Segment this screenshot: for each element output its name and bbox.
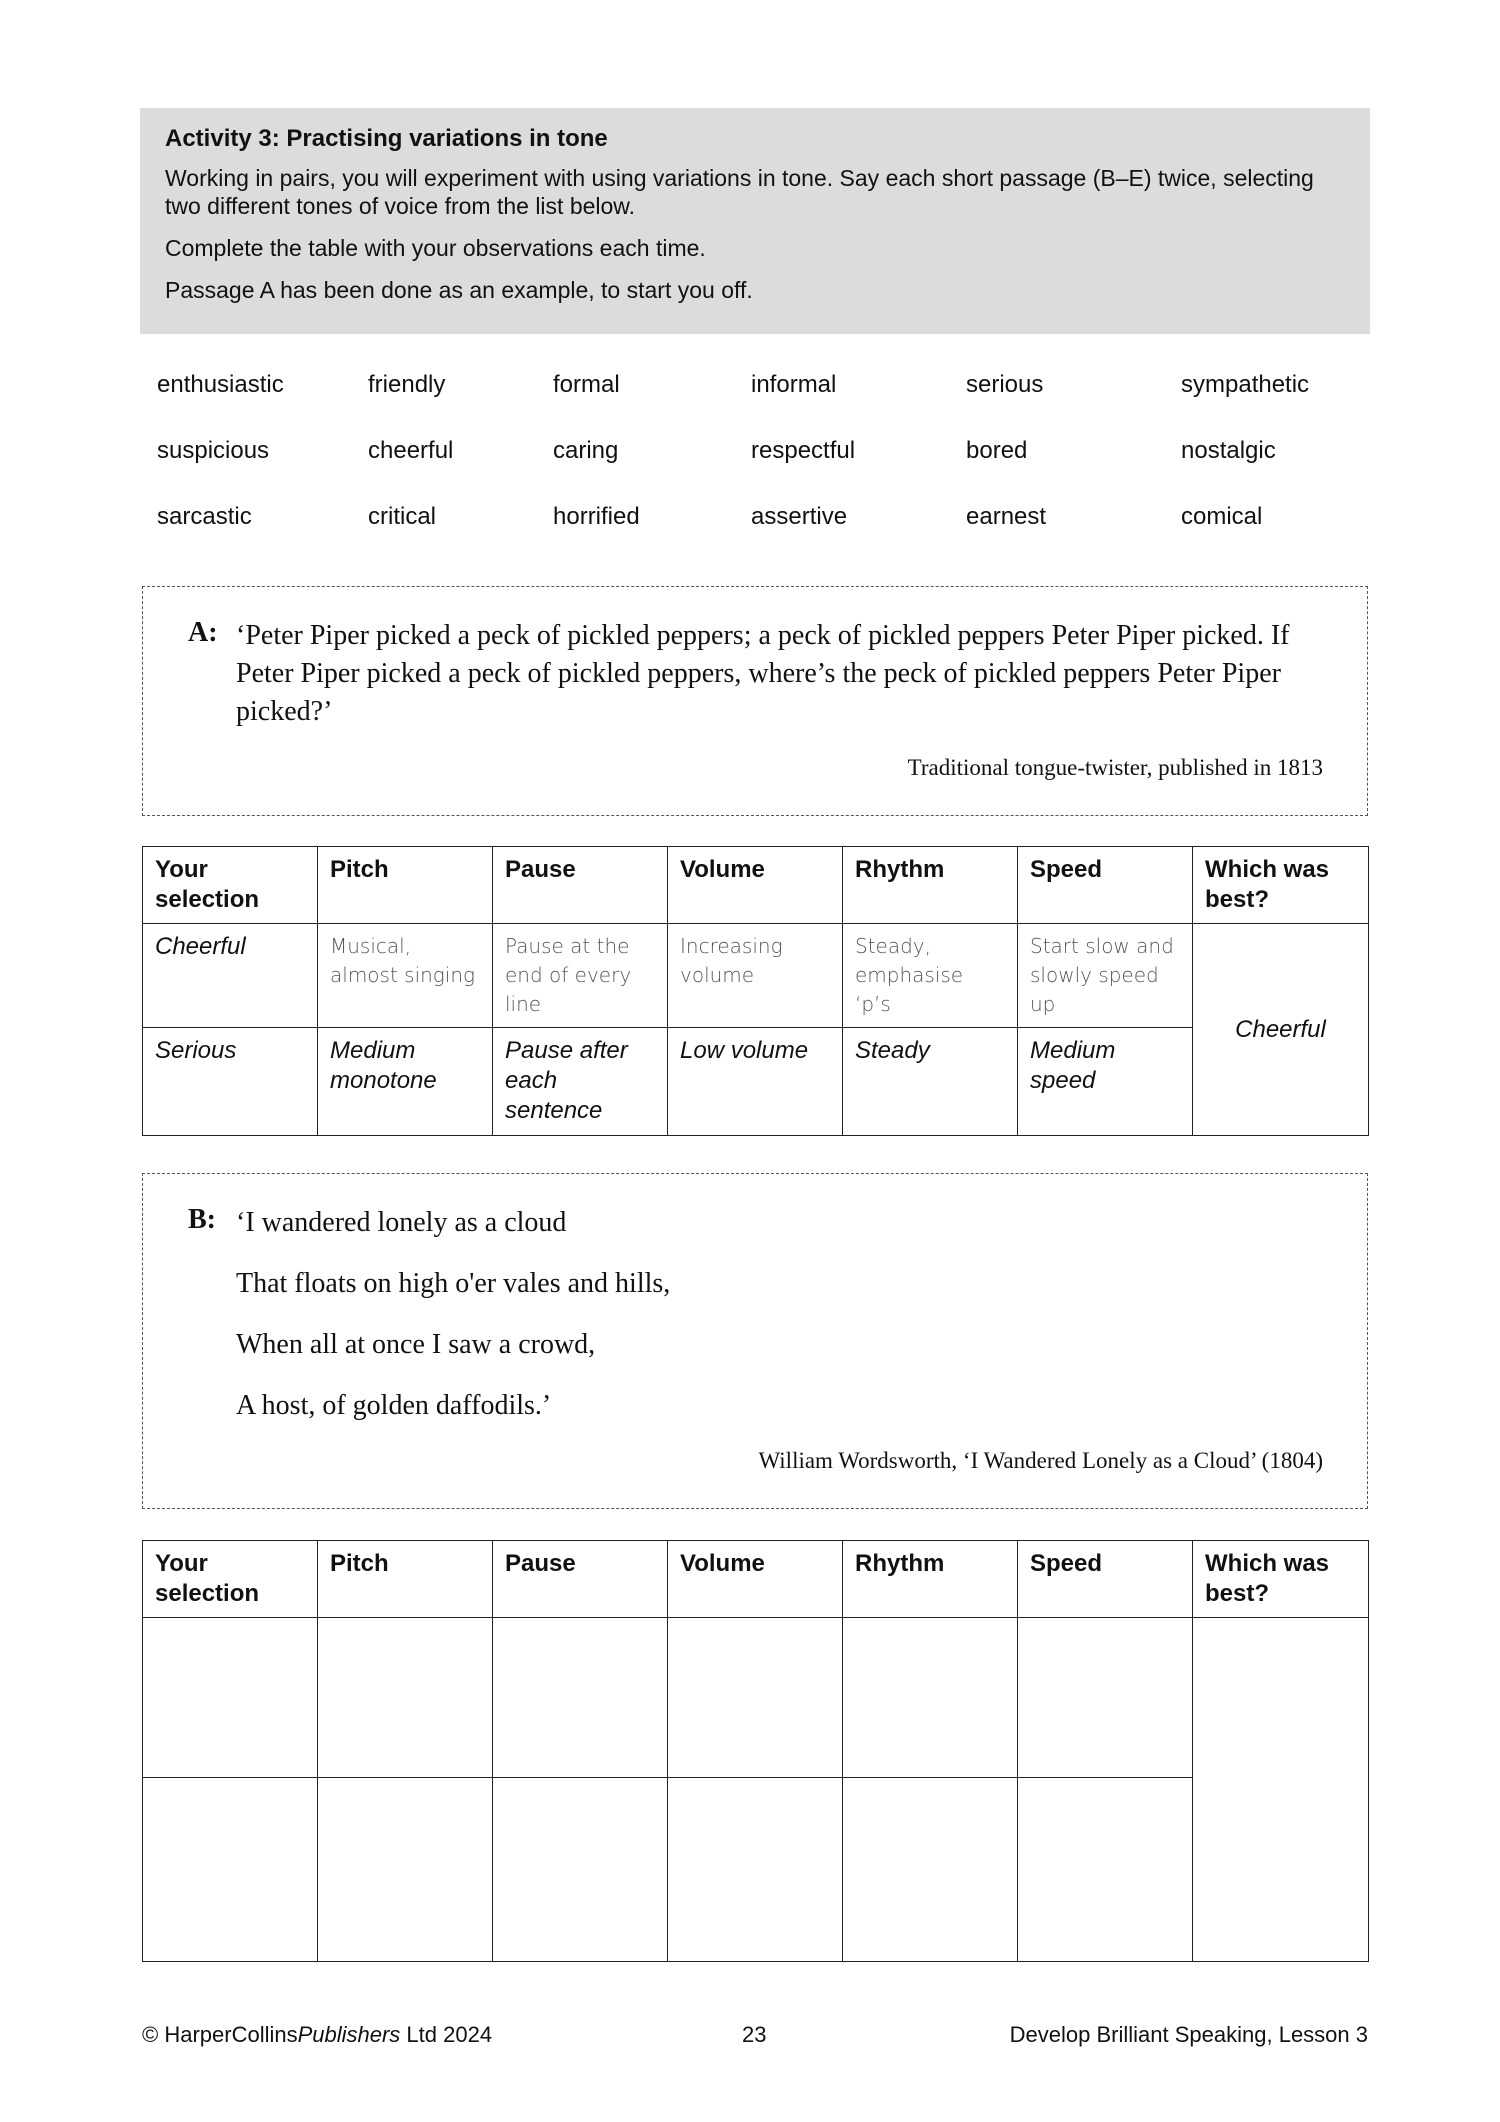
cell-selection: Serious bbox=[143, 1028, 318, 1136]
empty-cell[interactable] bbox=[843, 1778, 1018, 1962]
header-best: Which was best? bbox=[1193, 847, 1369, 924]
tone-word: bored bbox=[966, 437, 1028, 464]
passage-b-box bbox=[142, 1173, 1368, 1509]
cell-pause: Pause at the end of every line bbox=[493, 924, 668, 1028]
activity-instructions: Working in pairs, you will experiment with using variations in tone. Say each short passage (B–E) twice, selecting two different tones of voice from the list below. bbox=[165, 165, 1314, 219]
header-selection: Your selection bbox=[143, 847, 318, 924]
table-row bbox=[143, 1778, 1369, 1962]
activity-instructions: Passage A has been done as an example, to start you off. bbox=[165, 277, 753, 303]
copyright bbox=[142, 2022, 492, 2048]
empty-cell[interactable] bbox=[843, 1618, 1018, 1778]
tone-word: serious bbox=[966, 371, 1044, 398]
empty-cell[interactable] bbox=[668, 1618, 843, 1778]
header-speed: Speed bbox=[1018, 847, 1193, 924]
observations-table-b bbox=[142, 1540, 1369, 1962]
header-pitch: Pitch bbox=[318, 1541, 493, 1618]
tone-word: enthusiastic bbox=[157, 371, 284, 398]
cell-volume: Low volume bbox=[668, 1028, 843, 1136]
empty-cell[interactable] bbox=[493, 1778, 668, 1962]
lesson-label: Develop Brilliant Speaking, Lesson 3 bbox=[1009, 2022, 1368, 2047]
tone-word: cheerful bbox=[368, 437, 454, 464]
empty-best-cell[interactable] bbox=[1193, 1618, 1369, 1962]
poem-line: A host, of golden daffodils.’ bbox=[236, 1390, 552, 1421]
cell-volume: Increasing volume bbox=[668, 924, 843, 1028]
passage-source: Traditional tongue-twister, published in 1813 bbox=[907, 755, 1323, 780]
header-rhythm: Rhythm bbox=[843, 847, 1018, 924]
empty-cell[interactable] bbox=[1018, 1618, 1193, 1778]
tone-word: horrified bbox=[553, 503, 640, 530]
empty-cell[interactable] bbox=[143, 1618, 318, 1778]
tone-word: critical bbox=[368, 503, 437, 530]
tone-word: sarcastic bbox=[157, 503, 252, 530]
tone-word: friendly bbox=[368, 371, 446, 398]
poem-line: That floats on high o'er vales and hills, bbox=[236, 1268, 671, 1299]
tone-word: assertive bbox=[751, 503, 848, 530]
header-volume: Volume bbox=[668, 1541, 843, 1618]
cell-selection: Cheerful bbox=[143, 924, 318, 1028]
passage-label: A: bbox=[188, 617, 218, 648]
cell-best: Cheerful bbox=[1193, 924, 1369, 1136]
activity-title: Activity 3: Practising variations in tone bbox=[165, 125, 608, 152]
poem-line: ‘I wandered lonely as a cloud bbox=[236, 1207, 567, 1238]
passage-source: William Wordsworth, ‘I Wandered Lonely as a Cloud’ (1804) bbox=[758, 1448, 1323, 1473]
tone-word: suspicious bbox=[157, 437, 270, 464]
cell-pitch: Medium monotone bbox=[318, 1028, 493, 1136]
table-header-row bbox=[143, 847, 1369, 924]
cell-pitch: Musical, almost singing bbox=[318, 924, 493, 1028]
cell-speed: Medium speed bbox=[1018, 1028, 1193, 1136]
tone-word: nostalgic bbox=[1181, 437, 1276, 464]
header-best: Which was best? bbox=[1193, 1541, 1369, 1618]
passage-a-box bbox=[142, 586, 1368, 816]
header-volume: Volume bbox=[668, 847, 843, 924]
header-rhythm: Rhythm bbox=[843, 1541, 1018, 1618]
header-pause: Pause bbox=[493, 1541, 668, 1618]
passage-label: B: bbox=[188, 1204, 216, 1235]
cell-rhythm: Steady bbox=[843, 1028, 1018, 1136]
table-row bbox=[143, 1028, 1369, 1136]
passage-text: ‘Peter Piper picked a peck of pickled peppers; a peck of pickled peppers Peter Piper picked. If Peter Piper picked a peck of pickled peppers, where’s the peck of pickled peppers Peter Piper picked?’ bbox=[236, 620, 1290, 727]
tone-word: formal bbox=[553, 371, 620, 398]
table-row bbox=[143, 1618, 1369, 1778]
activity-box bbox=[140, 108, 1370, 334]
activity-instructions: Complete the table with your observations each time. bbox=[165, 235, 706, 261]
header-pitch: Pitch bbox=[318, 847, 493, 924]
tones-list bbox=[157, 365, 1370, 563]
page-number: 23 bbox=[742, 2022, 767, 2047]
header-speed: Speed bbox=[1018, 1541, 1193, 1618]
observations-table-a bbox=[142, 846, 1369, 1136]
tone-word: respectful bbox=[751, 437, 856, 464]
copyright-publisher: Publishers bbox=[297, 2022, 401, 2047]
tone-word: earnest bbox=[966, 503, 1047, 530]
cell-rhythm: Steady, emphasise ‘p’s bbox=[843, 924, 1018, 1028]
copyright-prefix: © HarperCollins bbox=[142, 2022, 298, 2047]
tone-word: comical bbox=[1181, 503, 1263, 530]
cell-speed: Start slow and slowly speed up bbox=[1018, 924, 1193, 1028]
header-pause: Pause bbox=[493, 847, 668, 924]
tone-word: informal bbox=[751, 371, 837, 398]
empty-cell[interactable] bbox=[668, 1778, 843, 1962]
page-footer bbox=[142, 2022, 1368, 2052]
empty-cell[interactable] bbox=[318, 1778, 493, 1962]
tone-word: caring bbox=[553, 437, 619, 464]
table-row bbox=[143, 924, 1369, 1028]
cell-pause: Pause after each sentence bbox=[493, 1028, 668, 1136]
empty-cell[interactable] bbox=[318, 1618, 493, 1778]
header-selection: Your selection bbox=[143, 1541, 318, 1618]
tone-word: sympathetic bbox=[1181, 371, 1310, 398]
empty-cell[interactable] bbox=[493, 1618, 668, 1778]
table-header-row bbox=[143, 1541, 1369, 1618]
passage-poem bbox=[236, 1204, 1327, 1448]
empty-cell[interactable] bbox=[1018, 1778, 1193, 1962]
empty-cell[interactable] bbox=[143, 1778, 318, 1962]
copyright-suffix: Ltd 2024 bbox=[400, 2022, 493, 2047]
poem-line: When all at once I saw a crowd, bbox=[236, 1329, 596, 1360]
